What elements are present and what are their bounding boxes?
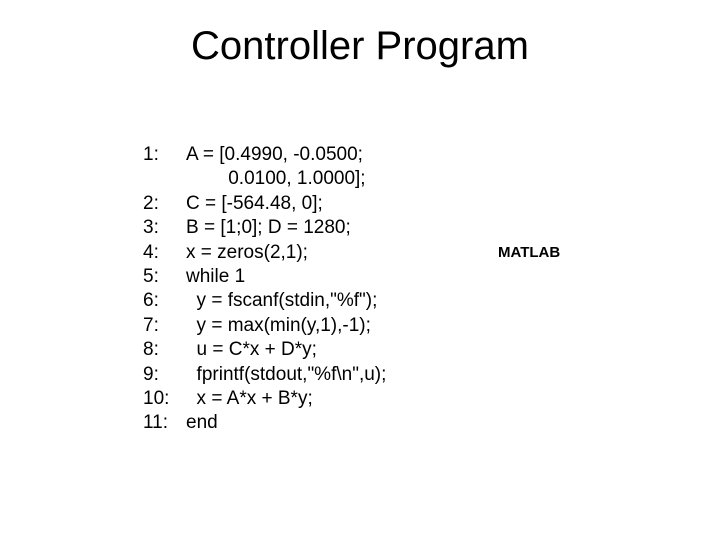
code-text: C = [-564.48, 0];	[186, 192, 323, 214]
line-number: 9:	[143, 363, 159, 385]
line-number: 11:	[143, 412, 169, 434]
code-text: u = C*x + D*y;	[186, 339, 317, 361]
line-number: 1:	[143, 144, 159, 165]
language-label: MATLAB	[498, 244, 561, 261]
line-number: 10:	[143, 387, 170, 409]
code-text: y = fscanf(stdin,"%f");	[186, 290, 378, 312]
code-text: y = max(min(y,1),-1);	[186, 314, 371, 336]
code-text: A = [0.4990, -0.0500;	[186, 144, 363, 165]
code-text: while 1	[186, 265, 246, 287]
code-text: end	[186, 412, 218, 434]
line-number: 8:	[143, 339, 159, 361]
code-text: x = zeros(2,1);	[186, 241, 308, 263]
line-number: 5:	[143, 265, 159, 287]
code-text: fprintf(stdout,"%f\n",u);	[186, 363, 387, 385]
code-text: x = A*x + B*y;	[186, 387, 313, 409]
line-number: 6:	[143, 290, 159, 312]
line-number: 7:	[143, 314, 159, 336]
code-text: 0.0100, 1.0000];	[186, 168, 366, 190]
line-number: 3:	[143, 217, 159, 239]
line-number: 2:	[143, 192, 159, 214]
line-number: 4:	[143, 241, 159, 263]
slide-title: Controller Program	[191, 24, 529, 68]
code-text: B = [1;0]; D = 1280;	[186, 217, 351, 239]
